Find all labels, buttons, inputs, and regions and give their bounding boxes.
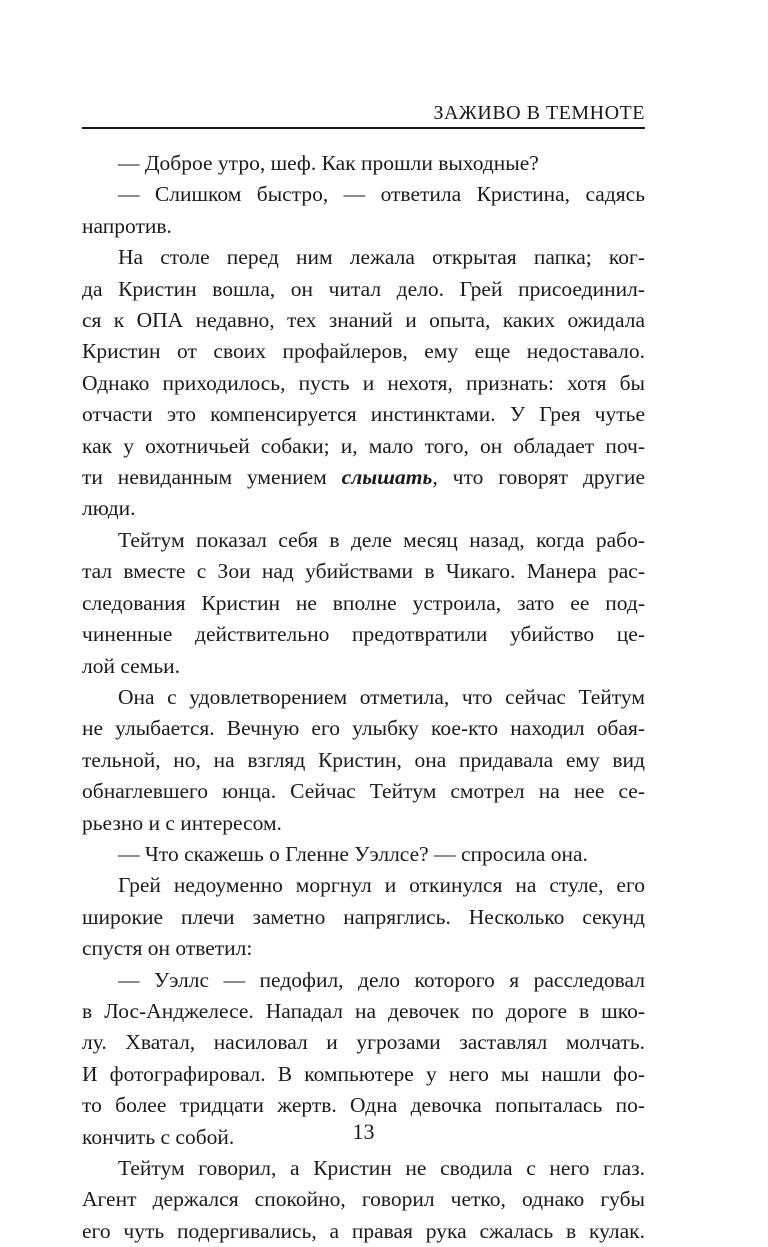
text-line: как у охотничьей собаки; и, мало того, он обладает поч-: [82, 433, 645, 458]
text-line: обнаглевшего юнца. Сейчас Тейтум смотрел на нее се-: [82, 779, 645, 804]
text-line: не улыбается. Вечную его улыбку кое-кто находил обая-: [82, 716, 645, 741]
text-line: чиненные действительно предотвратили убийство це-: [82, 622, 645, 647]
text-line: — Что скажешь о Гленне Уэллсе? — спросила она.: [118, 841, 588, 866]
text-line: отчасти это компенсируется инстинктами. У Грея чутье: [82, 402, 645, 427]
text-line: кончить с собой.: [82, 1124, 235, 1149]
header-rule: [82, 127, 645, 129]
text-line: напротив.: [82, 213, 172, 238]
text-line: лу. Хватал, насиловал и угрозами заставлял молчать.: [82, 1030, 645, 1055]
text-line-part: , что говорят другие: [432, 465, 645, 490]
text-line: следования Кристин не вполне устроила, зато ее под-: [82, 590, 645, 615]
text-line: [82, 462, 645, 493]
text-line: — Доброе утро, шеф. Как прошли выходные?: [118, 151, 539, 175]
text-line: в Лос-Анджелесе. Нападал на девочек по дороге в шко-: [82, 998, 645, 1023]
text-line: Тейтум говорил, а Кристин не сводила с него глаз.: [118, 1156, 645, 1180]
text-line: тельной, но, на взгляд Кристин, она придавала ему вид: [82, 747, 645, 772]
text-line: И фотографировал. В компьютере у него мы нашли фо-: [82, 1061, 645, 1086]
text-line: широкие плечи заметно напряглись. Несколько секунд: [82, 904, 645, 929]
text-line: спустя он ответил:: [82, 936, 253, 961]
running-head: ЗАЖИВО В ТЕМНОТЕ: [433, 102, 645, 124]
text-line-part: ти невиданным умением: [82, 465, 342, 490]
text-line: его чуть подергивались, а правая рука сжалась в кулак.: [82, 1218, 645, 1243]
text-line: Тейтум показал себя в деле месяц назад, когда рабо-: [118, 527, 645, 552]
text-line: люди.: [82, 496, 136, 521]
text-line: — Уэллс — педофил, дело которого я расследовал: [118, 967, 645, 992]
text-line: рьезно и с интересом.: [82, 810, 282, 835]
text-line: да Кристин вошла, он читал дело. Грей присоединил-: [82, 276, 645, 301]
text-line: Кристин от своих профайлеров, ему еще недоставало.: [82, 339, 645, 364]
text-line: На столе перед ним лежала открытая папка; ког-: [118, 245, 645, 270]
emphasized-word: слышать: [341, 465, 433, 490]
text-line: лой семьи.: [82, 653, 180, 678]
text-line: Она с удовлетворением отметила, что сейчас Тейтум: [118, 684, 645, 709]
text-line: Однако приходилось, пусть и нехотя, признать: хотя бы: [82, 370, 645, 395]
text-line: Грей недоуменно моргнул и откинулся на стуле, его: [118, 873, 645, 898]
body-text: [82, 148, 645, 1247]
text-line: то более тридцати жертв. Одна девочка попыталась по-: [82, 1093, 645, 1118]
text-line: ся к ОПА недавно, тех знаний и опыта, каких ожидала: [82, 308, 645, 333]
page-number: 13: [352, 1119, 375, 1144]
text-line: — Слишком быстро, — ответила Кристина, садясь: [118, 182, 645, 207]
text-line: тал вместе с Зои над убийствами в Чикаго. Манера рас-: [82, 559, 645, 584]
text-line: Агент держался спокойно, говорил четко, однако губы: [82, 1187, 645, 1212]
